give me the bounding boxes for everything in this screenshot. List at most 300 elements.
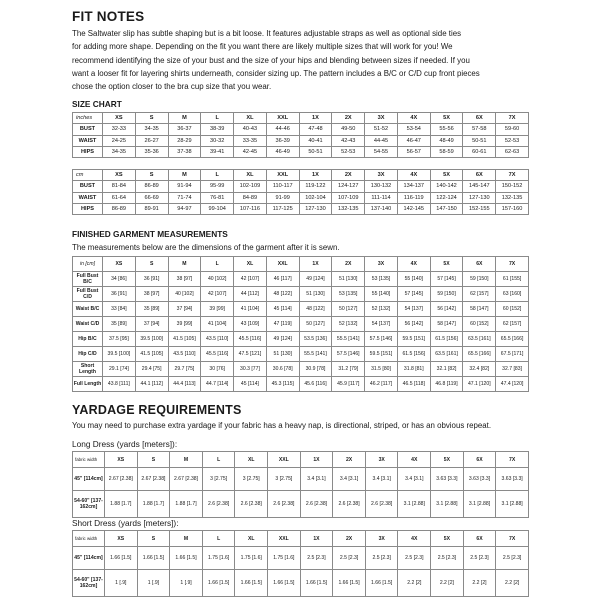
table-cell: 50 [127] — [299, 317, 332, 332]
table-cell: 36-39 — [266, 135, 299, 146]
size-header: 7X — [496, 531, 529, 547]
table-cell: 44-46 — [266, 124, 299, 135]
table-cell: 39.5 [100] — [103, 347, 136, 362]
table-cell: 63.5 [161] — [430, 347, 463, 362]
table-cell: 1.88 [1.7] — [170, 491, 203, 518]
size-header: XS — [105, 452, 138, 468]
finished-measurements-note: The measurements below are the dimensions of the garment after it is sewn. — [72, 243, 340, 252]
size-header: 4X — [397, 257, 430, 272]
table-cell: 31.8 [81] — [397, 362, 430, 377]
table-cell: 48-49 — [430, 135, 463, 146]
size-header: S — [135, 257, 168, 272]
table-header-row — [73, 113, 529, 124]
table-cell: 150-152 — [496, 181, 529, 192]
size-header: S — [135, 170, 168, 181]
table-cell: 56 [142] — [397, 317, 430, 332]
table-cell: 157-160 — [496, 203, 529, 214]
table-cell: 2.67 [2.38] — [170, 468, 203, 491]
row-label: Hip B/C — [73, 332, 103, 347]
table-cell: 124-127 — [332, 181, 365, 192]
size-header: XXL — [266, 113, 299, 124]
table-cell: 41.5 [105] — [135, 347, 168, 362]
table-cell: 132-135 — [332, 203, 365, 214]
table-cell: 3.4 [3.1] — [398, 468, 431, 491]
row-label: HIPS — [73, 146, 103, 157]
table-cell: 1.66 [1.5] — [365, 570, 398, 597]
table-cell: 47-48 — [299, 124, 332, 135]
table-cell: 61-64 — [103, 192, 136, 203]
table-cell: 42-43 — [332, 135, 365, 146]
table-cell: 91-94 — [168, 181, 201, 192]
table-cell: 110-117 — [266, 181, 299, 192]
table-cell: 2.6 [2.38] — [365, 491, 398, 518]
table-cell: 3.4 [3.1] — [300, 468, 333, 491]
size-header: XXL — [268, 531, 301, 547]
size-header: 4X — [397, 113, 430, 124]
size-header: 1X — [299, 113, 332, 124]
table-row — [73, 332, 529, 347]
size-header: 5X — [430, 113, 463, 124]
table-cell: 48 [122] — [266, 287, 299, 302]
table-cell: 49-50 — [332, 124, 365, 135]
table-row — [73, 362, 529, 377]
table-cell: 44.1 [112] — [135, 377, 168, 392]
size-header: 7X — [496, 113, 529, 124]
table-cell: 117-125 — [266, 203, 299, 214]
table-cell: 50 [127] — [332, 302, 365, 317]
table-cell: 46.5 [118] — [397, 377, 430, 392]
table-cell: 84-89 — [234, 192, 267, 203]
row-label: BUST — [73, 124, 103, 135]
table-cell: 35-36 — [135, 146, 168, 157]
size-header: XS — [105, 531, 138, 547]
table-cell: 53 [135] — [332, 287, 365, 302]
table-cell: 1.66 [1.5] — [235, 570, 268, 597]
size-header: S — [137, 531, 170, 547]
table-cell: 29.4 [75] — [135, 362, 168, 377]
table-cell: 3 [2.75] — [202, 468, 235, 491]
unit-label: in [cm] — [73, 257, 103, 272]
table-cell: 49 [124] — [299, 272, 332, 287]
table-cell: 45.3 [115] — [266, 377, 299, 392]
table-cell: 36 [91] — [135, 272, 168, 287]
table-cell: 52-53 — [332, 146, 365, 157]
table-cell: 26-27 — [135, 135, 168, 146]
table-cell: 2.5 [2.3] — [463, 547, 496, 570]
size-header: 3X — [365, 531, 398, 547]
table-cell: 86-89 — [135, 181, 168, 192]
table-cell: 134-137 — [397, 181, 430, 192]
size-header: 6X — [463, 113, 496, 124]
table-cell: 127-130 — [299, 203, 332, 214]
size-header: 2X — [332, 113, 365, 124]
size-header: 6X — [463, 170, 496, 181]
table-cell: 40 [102] — [201, 272, 234, 287]
table-cell: 86-89 — [103, 203, 136, 214]
unit-label: inches — [73, 113, 103, 124]
table-cell: 102-104 — [299, 192, 332, 203]
table-cell: 54 [137] — [397, 302, 430, 317]
table-header-row — [73, 170, 529, 181]
table-cell: 1.66 [1.5] — [137, 547, 170, 570]
table-cell: 45 [114] — [266, 302, 299, 317]
table-cell: 32.7 [83] — [496, 362, 529, 377]
size-header: 7X — [496, 170, 529, 181]
table-cell: 99-104 — [201, 203, 234, 214]
size-header: 5X — [431, 531, 464, 547]
table-cell: 55 [140] — [397, 272, 430, 287]
table-cell: 62 [157] — [463, 287, 496, 302]
table-row — [73, 135, 529, 146]
size-header: M — [168, 113, 201, 124]
table-cell: 62 [157] — [496, 317, 529, 332]
table-cell: 3.1 [2.88] — [398, 491, 431, 518]
table-row — [73, 347, 529, 362]
table-cell: 38 [97] — [168, 272, 201, 287]
size-header: L — [201, 113, 234, 124]
table-cell: 57-58 — [463, 124, 496, 135]
table-cell: 71-74 — [168, 192, 201, 203]
table-cell: 59.5 [151] — [397, 332, 430, 347]
table-cell: 152-155 — [463, 203, 496, 214]
size-header: 1X — [299, 170, 332, 181]
table-cell: 54 [137] — [365, 317, 398, 332]
table-cell: 53.5 [136] — [299, 332, 332, 347]
table-cell: 30.9 [78] — [299, 362, 332, 377]
size-header: 6X — [463, 452, 496, 468]
size-header: 4X — [398, 531, 431, 547]
table-cell: 2.2 [2] — [496, 570, 529, 597]
size-header: 1X — [299, 257, 332, 272]
table-cell: 2.2 [2] — [398, 570, 431, 597]
table-cell: 55 [140] — [365, 287, 398, 302]
size-chart-cm-table — [72, 169, 529, 215]
table-cell: 43.8 [111] — [103, 377, 136, 392]
table-cell: 102-109 — [234, 181, 267, 192]
table-cell: 32.1 [82] — [430, 362, 463, 377]
table-cell: 81-84 — [103, 181, 136, 192]
long-dress-yardage-table — [72, 451, 529, 518]
table-cell: 58 [147] — [430, 317, 463, 332]
size-header: 6X — [463, 531, 496, 547]
table-cell: 52-53 — [496, 135, 529, 146]
table-cell: 50-51 — [299, 146, 332, 157]
table-cell: 37.5 [95] — [103, 332, 136, 347]
table-cell: 111-114 — [365, 192, 398, 203]
table-cell: 3.1 [2.88] — [463, 491, 496, 518]
row-label: Short Length — [73, 362, 103, 377]
table-cell: 47.1 [120] — [463, 377, 496, 392]
table-row — [73, 491, 529, 518]
table-cell: 43 [109] — [234, 317, 267, 332]
table-cell: 28-29 — [168, 135, 201, 146]
table-cell: 60-61 — [463, 146, 496, 157]
table-cell: 51 [130] — [299, 287, 332, 302]
table-cell: 46.2 [117] — [365, 377, 398, 392]
table-cell: 39 [99] — [168, 317, 201, 332]
row-label: 45" [114cm] — [73, 468, 105, 491]
size-header: 1X — [300, 452, 333, 468]
table-row — [73, 192, 529, 203]
table-cell: 59 [150] — [463, 272, 496, 287]
table-cell: 107-109 — [332, 192, 365, 203]
table-cell: 46-47 — [397, 135, 430, 146]
table-cell: 58-59 — [430, 146, 463, 157]
short-dress-caption: Short Dress (yards [meters]): — [72, 518, 179, 528]
table-cell: 41.5 [105] — [168, 332, 201, 347]
table-cell: 39-41 — [201, 146, 234, 157]
table-cell: 61 [155] — [496, 272, 529, 287]
table-cell: 95-99 — [201, 181, 234, 192]
table-cell: 2.6 [2.38] — [268, 491, 301, 518]
table-cell: 1.66 [1.5] — [202, 570, 235, 597]
table-cell: 37 [94] — [168, 302, 201, 317]
table-cell: 63 [160] — [496, 287, 529, 302]
table-cell: 51-52 — [365, 124, 398, 135]
row-label: HIPS — [73, 203, 103, 214]
table-cell: 37 [94] — [135, 317, 168, 332]
table-cell: 127-130 — [463, 192, 496, 203]
size-header: 4X — [397, 170, 430, 181]
size-header: 1X — [300, 531, 333, 547]
table-cell: 40 [102] — [168, 287, 201, 302]
size-header: 7X — [496, 257, 529, 272]
size-header: M — [168, 257, 201, 272]
table-row — [73, 317, 529, 332]
table-cell: 1.66 [1.5] — [268, 570, 301, 597]
size-header: L — [202, 452, 235, 468]
size-header: S — [135, 113, 168, 124]
table-cell: 3.63 [3.3] — [496, 468, 529, 491]
table-cell: 44.4 [113] — [168, 377, 201, 392]
size-header: 4X — [398, 452, 431, 468]
table-cell: 2.6 [2.38] — [235, 491, 268, 518]
table-cell: 1 [.9] — [105, 570, 138, 597]
table-cell: 140-142 — [430, 181, 463, 192]
table-cell: 49 [124] — [266, 332, 299, 347]
table-cell: 40-41 — [299, 135, 332, 146]
table-cell: 2.5 [2.3] — [300, 547, 333, 570]
row-label: Full Length — [73, 377, 103, 392]
short-dress-yardage-table — [72, 530, 529, 597]
size-header: 2X — [332, 257, 365, 272]
row-label: Hip C/D — [73, 347, 103, 362]
table-cell: 107-116 — [234, 203, 267, 214]
table-cell: 59.5 [151] — [365, 347, 398, 362]
table-row — [73, 468, 529, 491]
table-cell: 1.88 [1.7] — [137, 491, 170, 518]
table-cell: 47.4 [120] — [496, 377, 529, 392]
yardage-note: You may need to purchase extra yardage if your fabric has a heavy nap, is directional, striped, or has an obvious repeat. — [72, 421, 492, 430]
table-cell: 94-97 — [168, 203, 201, 214]
table-cell: 31.5 [80] — [365, 362, 398, 377]
table-cell: 3 [2.75] — [235, 468, 268, 491]
size-header: XXL — [266, 170, 299, 181]
size-header: L — [202, 531, 235, 547]
table-cell: 39.5 [100] — [135, 332, 168, 347]
size-header: M — [168, 170, 201, 181]
table-cell: 91-99 — [266, 192, 299, 203]
table-cell: 30.3 [77] — [234, 362, 267, 377]
table-cell: 45.9 [117] — [332, 377, 365, 392]
table-cell: 1.66 [1.5] — [170, 547, 203, 570]
fit-notes-title: FIT NOTES — [72, 9, 145, 24]
table-header-row — [73, 531, 529, 547]
row-label: BUST — [73, 181, 103, 192]
table-cell: 53-54 — [397, 124, 430, 135]
table-cell: 47 [119] — [266, 317, 299, 332]
table-cell: 43.5 [110] — [201, 332, 234, 347]
row-label: WAIST — [73, 135, 103, 146]
table-cell: 33 [84] — [103, 302, 136, 317]
table-cell: 29.7 [75] — [168, 362, 201, 377]
size-header: XS — [103, 257, 136, 272]
table-cell: 2.6 [2.38] — [300, 491, 333, 518]
table-cell: 30 [76] — [201, 362, 234, 377]
table-row — [73, 377, 529, 392]
table-cell: 89-91 — [135, 203, 168, 214]
row-label: WAIST — [73, 192, 103, 203]
table-cell: 57 [145] — [397, 287, 430, 302]
table-cell: 2.6 [2.38] — [202, 491, 235, 518]
table-cell: 48 [122] — [299, 302, 332, 317]
table-row — [73, 302, 529, 317]
table-cell: 1.75 [1.6] — [235, 547, 268, 570]
table-cell: 2.5 [2.3] — [333, 547, 366, 570]
table-cell: 34-35 — [135, 124, 168, 135]
table-cell: 60 [152] — [496, 302, 529, 317]
table-cell: 31.2 [79] — [332, 362, 365, 377]
table-cell: 2.67 [2.38] — [137, 468, 170, 491]
table-cell: 29.1 [74] — [103, 362, 136, 377]
fit-notes-text: The Saltwater slip has subtle shaping but is a bit loose. It features adjustable straps as well as optional side ties for adding more shape. Depending on the fit you want there are likely multiple sizes that will work for you! We recommend identifying the size of your bust and the size of your hips and blending between sizes if needed. If you want a looser fit for layering shirts underneath, consider sizing up. The pattern includes a B/C or C/D cup front pieces chose the option closer to the bra cup size that you wear. — [72, 29, 480, 92]
table-cell: 59 [150] — [430, 287, 463, 302]
table-cell: 57 [145] — [430, 272, 463, 287]
table-cell: 1 [.9] — [137, 570, 170, 597]
size-chart-inches-table — [72, 112, 529, 158]
size-header: 5X — [430, 170, 463, 181]
table-cell: 51 [130] — [266, 347, 299, 362]
table-cell: 2.67 [2.38] — [105, 468, 138, 491]
row-label: 45" [114cm] — [73, 547, 105, 570]
finished-measurements-table — [72, 256, 529, 392]
table-cell: 1 [.9] — [170, 570, 203, 597]
yardage-title: YARDAGE REQUIREMENTS — [72, 403, 242, 417]
table-row — [73, 124, 529, 135]
table-cell: 52 [132] — [332, 317, 365, 332]
table-cell: 2.2 [2] — [431, 570, 464, 597]
size-header: XS — [103, 170, 136, 181]
table-cell: 38-39 — [201, 124, 234, 135]
size-header: 3X — [365, 113, 398, 124]
table-cell: 132-135 — [496, 192, 529, 203]
table-cell: 55.5 [141] — [332, 332, 365, 347]
table-cell: 65.5 [166] — [496, 332, 529, 347]
table-cell: 3.4 [3.1] — [333, 468, 366, 491]
table-cell: 42 [107] — [201, 287, 234, 302]
table-cell: 52 [132] — [365, 302, 398, 317]
unit-label: fabric width — [73, 531, 105, 547]
size-header: S — [137, 452, 170, 468]
table-cell: 61.5 [156] — [430, 332, 463, 347]
table-cell: 145-147 — [463, 181, 496, 192]
size-header: M — [170, 452, 203, 468]
table-cell: 44.7 [114] — [201, 377, 234, 392]
table-cell: 56 [142] — [430, 302, 463, 317]
table-cell: 45.5 [116] — [234, 332, 267, 347]
table-cell: 44-45 — [365, 135, 398, 146]
table-cell: 34-35 — [103, 146, 136, 157]
size-header: XS — [103, 113, 136, 124]
table-cell: 44 [112] — [234, 287, 267, 302]
table-cell: 36-37 — [168, 124, 201, 135]
size-header: L — [201, 257, 234, 272]
table-row — [73, 203, 529, 214]
table-cell: 53 [135] — [365, 272, 398, 287]
size-header: 2X — [332, 170, 365, 181]
table-cell: 66-69 — [135, 192, 168, 203]
row-label: 54-60" [137-162cm] — [73, 570, 105, 597]
table-cell: 38 [97] — [135, 287, 168, 302]
table-cell: 35 [89] — [135, 302, 168, 317]
table-cell: 51 [130] — [332, 272, 365, 287]
table-cell: 3.1 [2.88] — [431, 491, 464, 518]
long-dress-caption: Long Dress (yards [meters]): — [72, 439, 178, 449]
size-header: L — [201, 170, 234, 181]
size-header: XL — [235, 531, 268, 547]
table-cell: 116-119 — [397, 192, 430, 203]
size-header: 3X — [365, 452, 398, 468]
table-cell: 62-63 — [496, 146, 529, 157]
size-header: XL — [234, 170, 267, 181]
table-cell: 2.5 [2.3] — [398, 547, 431, 570]
table-cell: 2.6 [2.38] — [333, 491, 366, 518]
table-cell: 41 [104] — [234, 302, 267, 317]
table-cell: 43.5 [110] — [168, 347, 201, 362]
table-cell: 57.5 [146] — [365, 332, 398, 347]
table-cell: 36 [91] — [103, 287, 136, 302]
table-cell: 46-49 — [266, 146, 299, 157]
table-cell: 1.75 [1.6] — [202, 547, 235, 570]
table-cell: 3.63 [3.3] — [463, 468, 496, 491]
table-cell: 3.1 [2.88] — [496, 491, 529, 518]
table-row — [73, 181, 529, 192]
size-header: XXL — [266, 257, 299, 272]
table-cell: 33-35 — [234, 135, 267, 146]
table-cell: 1.66 [1.5] — [300, 570, 333, 597]
table-row — [73, 272, 529, 287]
table-cell: 119-122 — [299, 181, 332, 192]
unit-label: fabric width — [73, 452, 105, 468]
table-cell: 58 [147] — [463, 302, 496, 317]
table-row — [73, 146, 529, 157]
size-header: 2X — [333, 531, 366, 547]
table-cell: 50-51 — [463, 135, 496, 146]
table-cell: 24-25 — [103, 135, 136, 146]
size-header: 5X — [430, 257, 463, 272]
row-label: 54-60" [137-162cm] — [73, 491, 105, 518]
table-cell: 37-38 — [168, 146, 201, 157]
size-header: 6X — [463, 257, 496, 272]
size-header: 5X — [431, 452, 464, 468]
size-header: XL — [234, 113, 267, 124]
size-header: M — [170, 531, 203, 547]
table-cell: 42-45 — [234, 146, 267, 157]
size-header: 7X — [496, 452, 529, 468]
table-cell: 2.5 [2.3] — [431, 547, 464, 570]
size-header: XL — [235, 452, 268, 468]
table-cell: 39 [99] — [201, 302, 234, 317]
